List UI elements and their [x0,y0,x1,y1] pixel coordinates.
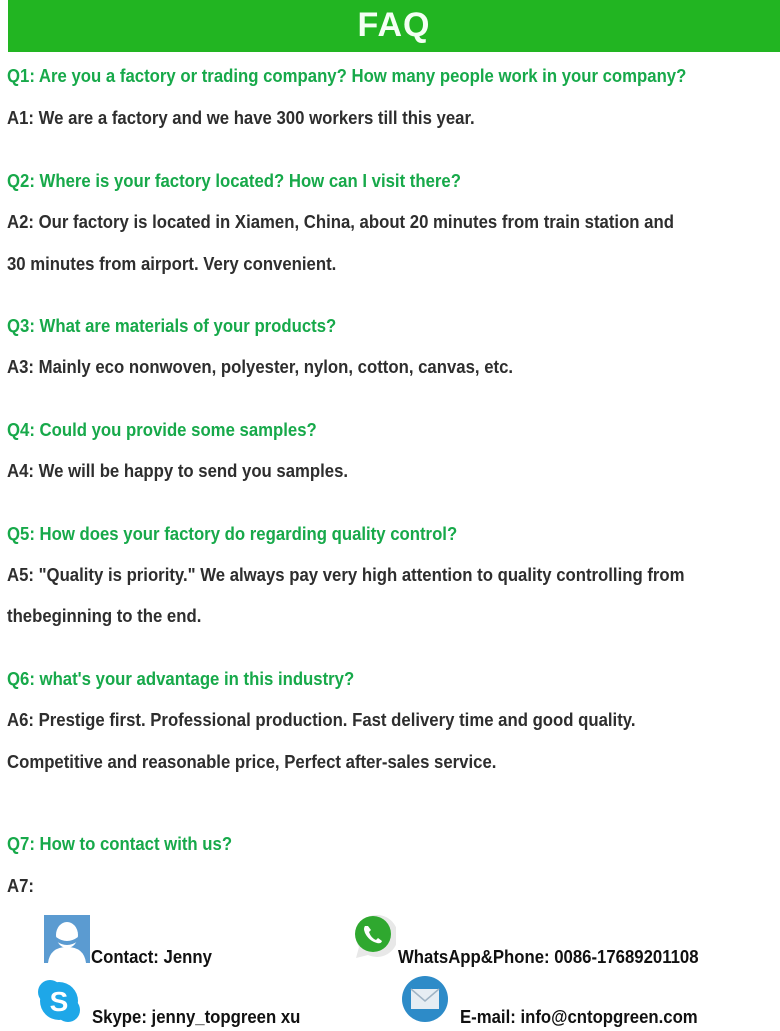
skype-id[interactable]: Skype: jenny_topgreen xu [92,1007,301,1027]
question-3: Q3: What are materials of your products? [7,316,337,336]
question-5: Q5: How does your factory do regarding quality control? [7,524,458,544]
skype-icon [36,978,82,1024]
question-2: Q2: Where is your factory located? How can I visit there? [7,171,461,191]
email-icon [401,975,449,1023]
email-address[interactable]: E-mail: info@cntopgreen.com [460,1007,698,1027]
svg-text:S: S [49,986,69,1017]
answer-6-line-2: Competitive and reasonable price, Perfect after-sales service. [7,752,497,772]
contact-person-icon [44,915,90,963]
page-title: FAQ [357,6,431,44]
answer-3: A3: Mainly eco nonwoven, polyester, nylon, cotton, canvas, etc. [7,357,514,377]
answer-6-line-1: A6: Prestige first. Professional production. Fast delivery time and good quality. [7,710,636,730]
answer-2-line-2: 30 minutes from airport. Very convenient. [7,254,337,274]
question-6: Q6: what's your advantage in this industry? [7,669,355,689]
question-7: Q7: How to contact with us? [7,834,233,854]
whatsapp-phone[interactable]: WhatsApp&Phone: 0086-17689201108 [398,947,699,967]
answer-5-line-1: A5: "Quality is priority." We always pay very high attention to quality controlling from [7,565,685,585]
answer-1: A1: We are a factory and we have 300 workers till this year. [7,108,475,128]
contact-name: Contact: Jenny [91,947,212,967]
answer-5-line-2: thebeginning to the end. [7,606,202,626]
answer-2-line-1: A2: Our factory is located in Xiamen, China, about 20 minutes from train station and [7,212,674,232]
answer-4: A4: We will be happy to send you samples. [7,461,349,481]
faq-banner [8,0,780,52]
answer-7: A7: [7,876,34,896]
question-4: Q4: Could you provide some samples? [7,420,317,440]
whatsapp-icon [348,912,396,960]
question-1: Q1: Are you a factory or trading company? How many people work in your company? [7,66,687,86]
